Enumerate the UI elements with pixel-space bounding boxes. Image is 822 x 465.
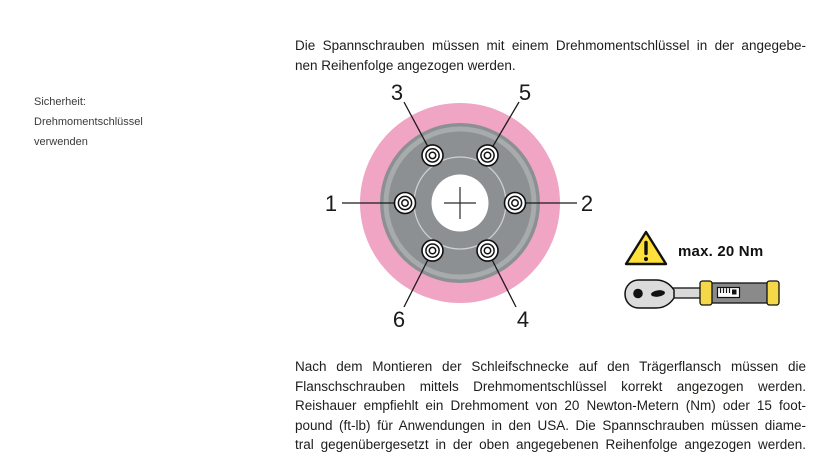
screw-icon <box>422 240 443 261</box>
text-line: Die Spannschrauben müssen mit einem Drehmomentschlüssel in der angegebe- <box>295 38 806 53</box>
text-line: Reishauer empfiehlt ein Drehmoment von 20 Newton-Metern (Nm) oder 15 foot- <box>295 398 806 414</box>
screw-icon <box>422 145 443 166</box>
screw-number-label: 4 <box>516 307 530 332</box>
screw-number-label: 6 <box>392 307 406 332</box>
torque-limit-label: max. 20 Nm <box>678 243 764 260</box>
wrench-drive-square <box>633 289 643 299</box>
screw-number-label: 5 <box>518 80 532 105</box>
text-line: Drehmomentschlüssel <box>34 116 143 128</box>
text-line: Flanschschrauben mittels Drehmomentschlüssel korrekt angezogen werden. <box>295 378 806 394</box>
screw-number-label: 3 <box>390 80 404 105</box>
wheel-diagram <box>320 78 600 334</box>
text-line: tral gegenübergesetzt in der oben angegebenen Reihenfolge angezogen werden. <box>295 437 806 453</box>
screw-icon <box>477 240 498 261</box>
screw-icon <box>395 193 416 214</box>
intro-paragraph <box>295 36 806 76</box>
text-line: nen Reihenfolge angezogen werden. <box>295 58 516 73</box>
wrench-ratchet-head <box>625 280 674 308</box>
body-paragraph <box>295 357 806 455</box>
wrench-scale-window <box>718 288 740 298</box>
text-line: verwenden <box>34 136 88 148</box>
wrench-band-left <box>700 281 712 305</box>
warning-triangle-icon <box>622 228 670 268</box>
text-line: Sicherheit: <box>34 96 86 108</box>
screw-icon <box>477 145 498 166</box>
text-line: pound (ft-lb) für Anwendungen in den USA. Die Spannschrauben müssen diame- <box>295 417 806 433</box>
wrench-band-right <box>767 281 779 305</box>
screw-number-label: 2 <box>580 191 594 216</box>
sidebar-safety-note <box>34 92 224 152</box>
screw-number-label: 1 <box>324 191 338 216</box>
torque-wrench-icon <box>618 274 803 314</box>
screw-icon <box>505 193 526 214</box>
text-line: Nach dem Montieren der Schleifschnecke auf den Trägerflansch müssen die <box>295 359 806 374</box>
